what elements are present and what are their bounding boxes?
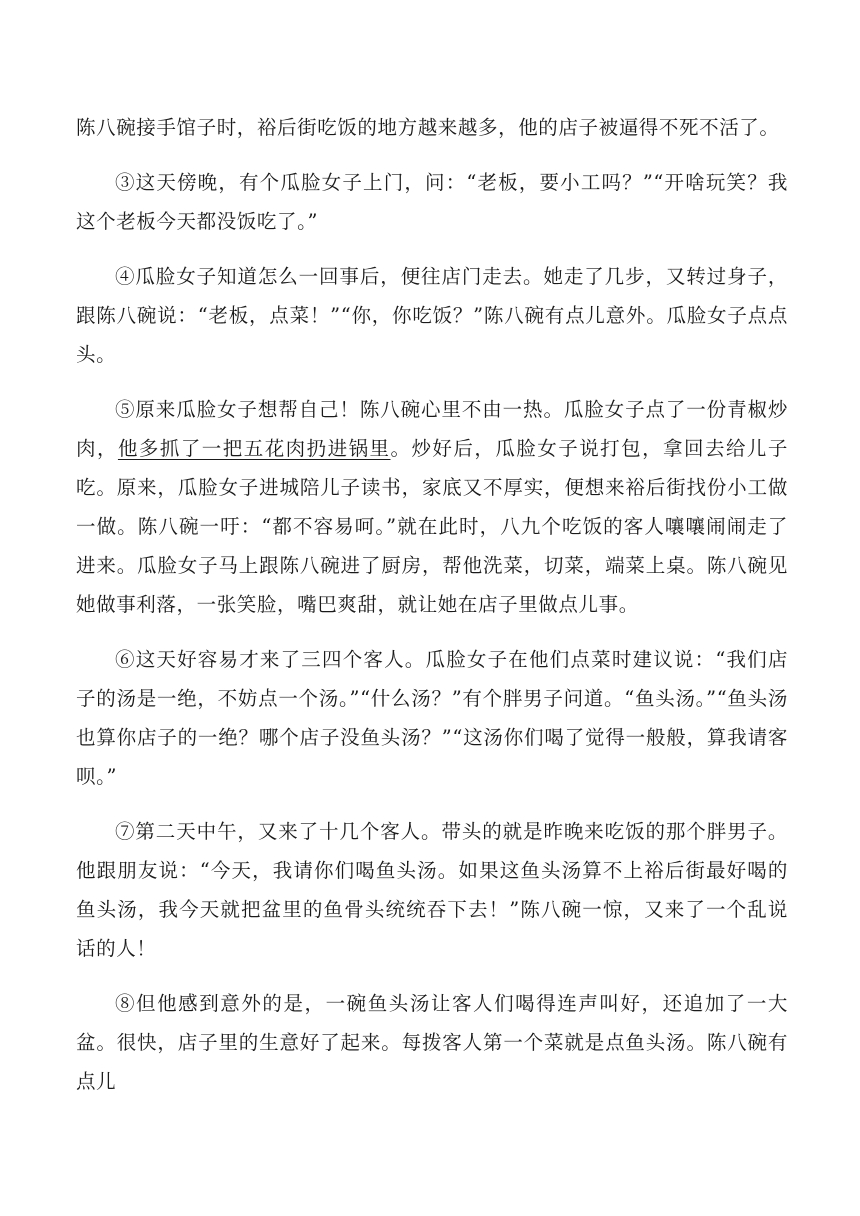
- paragraph: [76, 108, 788, 147]
- paragraph-text: ③这天傍晚，有个瓜脸女子上门，问：“老板，要小工吗？”“开啥玩笑？我这个老板今天都没饭吃了。”: [76, 171, 788, 233]
- paragraph-4: [76, 257, 788, 374]
- paragraph-text: ⑤原来瓜脸女子想帮自己！陈八碗心里不由一热。瓜脸女子点了一份青椒炒肉，: [76, 398, 788, 460]
- paragraph-3: [76, 163, 788, 241]
- paragraph-8: [76, 984, 788, 1101]
- document-body: [76, 108, 788, 1117]
- paragraph-7: [76, 812, 788, 968]
- paragraph-6: [76, 640, 788, 796]
- paragraph-text: ⑥这天好容易才来了三四个客人。瓜脸女子在他们点菜时建议说：“我们店子的汤是一绝，不妨点一个汤。”“什么汤？”有个胖男子问道。“鱼头汤。”“鱼头汤也算你店子的一绝？哪个店子没鱼头汤？”“这汤你们喝了觉得一般般，算我请客呗。”: [76, 648, 788, 788]
- paragraph-text: 陈八碗接手馆子时，裕后街吃饭的地方越来越多，他的店子被逼得不死不活了。: [76, 116, 780, 139]
- paragraph-text: ④瓜脸女子知道怎么一回事后，便往店门走去。她走了几步，又转过身子，跟陈八碗说：“老板，点菜！”“你，你吃饭？”陈八碗有点儿意外。瓜脸女子点点头。: [76, 265, 788, 366]
- paragraph-text: 。炒好后，瓜脸女子说打包，拿回去给儿子吃。原来，瓜脸女子进城陪儿子读书，家底又不厚实，便想来裕后街找份小工做一做。陈八碗一吁：“都不容易呵。”就在此时，八九个吃饭的客人嚷嚷闹闹走了进来。瓜脸女子马上跟陈八碗进了厨房，帮他洗菜，切菜，端菜上桌。陈八碗见她做事利落，一张笑脸，嘴巴爽甜，就让她在店子里做点儿事。: [76, 437, 788, 616]
- paragraph-text: ⑧但他感到意外的是，一碗鱼头汤让客人们喝得连声叫好，还追加了一大盆。很快，店子里的生意好了起来。每拨客人第一个菜就是点鱼头汤。陈八碗有点儿: [76, 992, 788, 1093]
- underlined-sentence: 他多抓了一把五花肉扔进锅里: [117, 437, 391, 460]
- paragraph-5: [76, 390, 788, 624]
- paragraph-text: ⑦第二天中午，又来了十几个客人。带头的就是昨晚来吃饭的那个胖男子。他跟朋友说：“今天，我请你们喝鱼头汤。如果这鱼头汤算不上裕后街最好喝的鱼头汤，我今天就把盆里的鱼骨头统统吞下去！”陈八碗一惊，又来了一个乱说话的人！: [76, 820, 788, 960]
